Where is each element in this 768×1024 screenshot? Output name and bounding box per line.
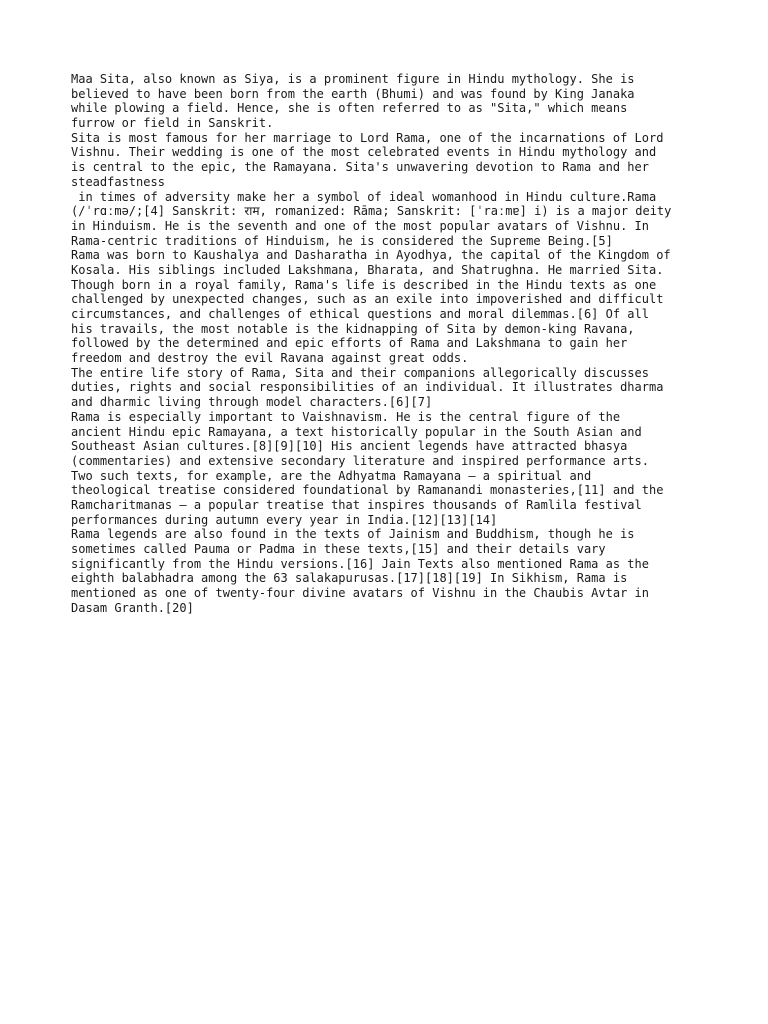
- text-line: performances during autumn every year in India.[12][13][14]: [71, 512, 498, 527]
- text-line: ancient Hindu epic Ramayana, a text historically popular in the South Asian and: [71, 424, 642, 439]
- text-line: Ramcharitmanas – a popular treatise that inspires thousands of Ramlila festival: [71, 497, 642, 512]
- text-line: steadfastness: [71, 174, 165, 189]
- text-line: Vishnu. Their wedding is one of the most celebrated events in Hindu mythology and: [71, 145, 657, 160]
- text-line: Rama-centric traditions of Hinduism, he is considered the Supreme Being.[5]: [71, 233, 613, 248]
- text-line: followed by the determined and epic efforts of Rama and Lakshmana to gain her: [71, 336, 628, 351]
- text-line: in times of adversity make her a symbol of ideal womanhood in Hindu culture.Rama: [71, 189, 657, 204]
- text-line: is central to the epic, the Ramayana. Sita's unwavering devotion to Rama and her: [71, 160, 649, 175]
- text-line: eighth balabhadra among the 63 salakapurusas.[17][18][19] In Sikhism, Rama is: [71, 571, 628, 586]
- text-line: while plowing a field. Hence, she is often referred to as "Sita," which means: [71, 101, 628, 116]
- text-line: and dharmic living through model characters.[6][7]: [71, 395, 433, 410]
- text-line: Though born in a royal family, Rama's life is described in the Hindu texts as one: [71, 277, 657, 292]
- text-line: challenged by unexpected changes, such as an exile into impoverished and difficult: [71, 292, 664, 307]
- text-line: Rama legends are also found in the texts of Jainism and Buddhism, though he is: [71, 527, 635, 542]
- text-line: (commentaries) and extensive secondary literature and inspired performance arts.: [71, 453, 649, 468]
- text-line: theological treatise considered foundational by Ramanandi monasteries,[11] and the: [71, 483, 664, 498]
- text-line: Sita is most famous for her marriage to Lord Rama, one of the incarnations of Lord: [71, 130, 664, 145]
- text-line: Rama is especially important to Vaishnavism. He is the central figure of the: [71, 409, 621, 424]
- text-line: Southeast Asian cultures.[8][9][10] His ancient legends have attracted bhasya: [71, 439, 628, 454]
- text-line: Two such texts, for example, are the Adhyatma Ramayana – a spiritual and: [71, 468, 592, 483]
- text-line: his travails, the most notable is the kidnapping of Sita by demon-king Ravana,: [71, 321, 635, 336]
- text-line: Kosala. His siblings included Lakshmana, Bharata, and Shatrughna. He married Sita.: [71, 262, 664, 277]
- text-line: The entire life story of Rama, Sita and their companions allegorically discusses: [71, 365, 649, 380]
- text-line: (/ˈrɑːmə/;[4] Sanskrit: राम, romanized: Rāma; Sanskrit: [ˈraːmɐ] i) is a major deity: [71, 204, 672, 219]
- text-line: furrow or field in Sanskrit.: [71, 116, 274, 131]
- document-body: [71, 72, 711, 615]
- text-line: in Hinduism. He is the seventh and one of the most popular avatars of Vishnu. In: [71, 218, 649, 233]
- text-line: Rama was born to Kaushalya and Dasharatha in Ayodhya, the capital of the Kingdom of: [71, 248, 671, 263]
- text-line: significantly from the Hindu versions.[16] Jain Texts also mentioned Rama as the: [71, 556, 649, 571]
- text-line: believed to have been born from the earth (Bhumi) and was found by King Janaka: [71, 86, 635, 101]
- text-line: mentioned as one of twenty-four divine avatars of Vishnu in the Chaubis Avtar in: [71, 586, 649, 601]
- text-line: circumstances, and challenges of ethical questions and moral dilemmas.[6] Of all: [71, 307, 649, 321]
- text-line: Dasam Granth.[20]: [71, 600, 194, 615]
- text-line: sometimes called Pauma or Padma in these texts,[15] and their details vary: [71, 542, 606, 556]
- text-line: freedom and destroy the evil Ravana against great odds.: [71, 351, 469, 366]
- text-line: duties, rights and social responsibilities of an individual. It illustrates dharma: [71, 380, 664, 395]
- text-line: Maa Sita, also known as Siya, is a prominent figure in Hindu mythology. She is: [71, 72, 635, 86]
